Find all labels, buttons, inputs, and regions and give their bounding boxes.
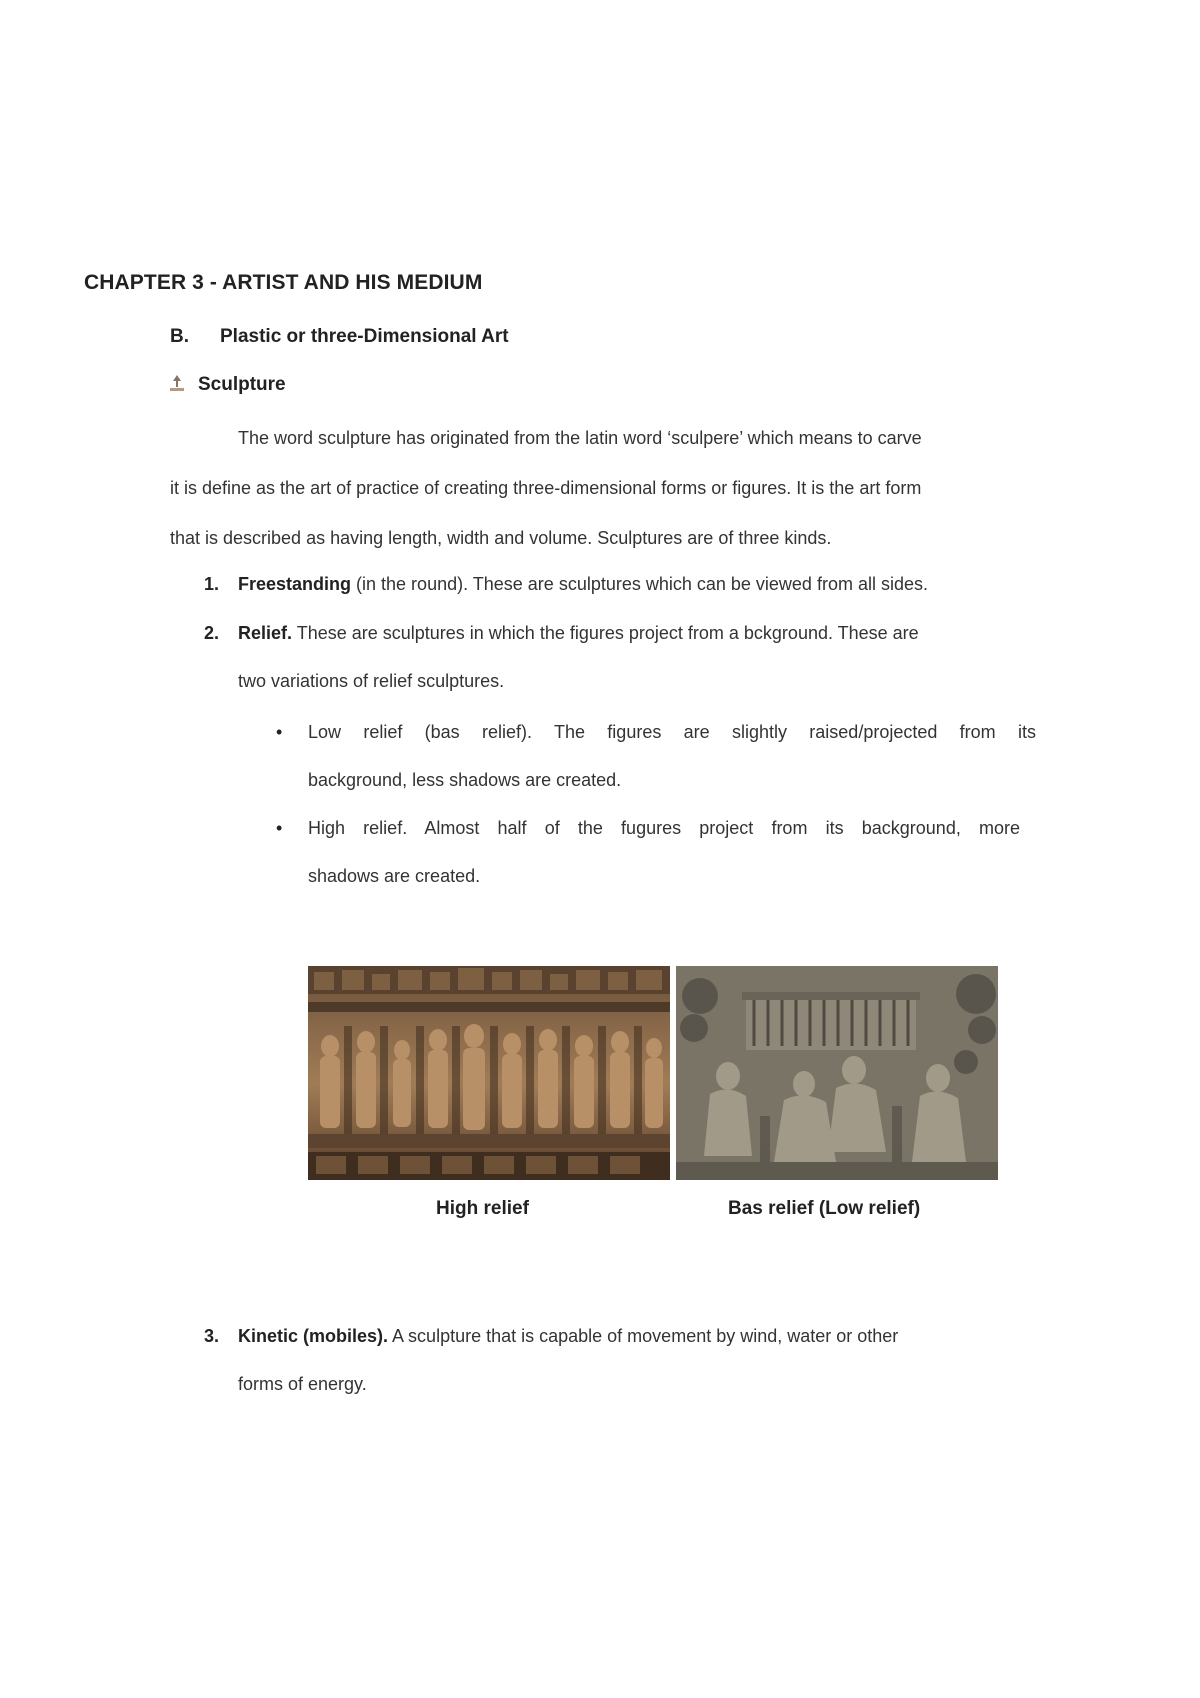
list-item-relief: 2. Relief. These are sculptures in which the figures project from a bckground. These are two variations of relief sculptures. bbox=[204, 609, 919, 705]
chapter-title: CHAPTER 3 - ARTIST AND HIS MEDIUM bbox=[84, 271, 483, 294]
item-term: Freestanding bbox=[238, 574, 352, 594]
topic-title: Sculpture bbox=[198, 374, 286, 395]
bullet-dot-icon: • bbox=[276, 818, 283, 838]
section-heading bbox=[170, 326, 509, 348]
list-item-kinetic: 3. Kinetic (mobiles). A sculpture that is capable of movement by wind, water or other forms of energy. bbox=[204, 1312, 898, 1408]
high-relief-image bbox=[308, 966, 670, 1180]
intro-line-1: The word sculpture has originated from the latin word ‘sculpere’ which means to carve bbox=[238, 428, 922, 448]
intro-line-2: it is define as the art of practice of creating three-dimensional forms or figures. It is the art form bbox=[170, 478, 922, 498]
section-letter: B. bbox=[170, 326, 189, 347]
figure-caption-high-relief: High relief bbox=[436, 1198, 529, 1219]
section-title: Plastic or three-Dimensional Art bbox=[220, 326, 509, 347]
bullet-dot-icon: • bbox=[276, 722, 283, 742]
item-continuation: two variations of relief sculptures. bbox=[238, 671, 505, 691]
list-item-freestanding: 1. Freestanding (in the round). These are sculptures which can be viewed from all sides. bbox=[204, 574, 928, 594]
topic-heading bbox=[168, 374, 286, 396]
bas-relief-image bbox=[676, 966, 998, 1180]
item-term: Kinetic (mobiles). bbox=[238, 1326, 389, 1346]
arrow-bullet-icon bbox=[168, 374, 186, 392]
temple-frieze-illustration bbox=[308, 966, 670, 1180]
stone-carving-illustration bbox=[676, 966, 998, 1180]
item-term: Relief. bbox=[238, 623, 293, 643]
intro-line-3: that is described as having length, width and volume. Sculptures are of three kinds. bbox=[170, 528, 832, 548]
item-continuation: forms of energy. bbox=[238, 1374, 367, 1394]
intro-paragraph bbox=[170, 413, 1040, 563]
figure-caption-bas-relief: Bas relief (Low relief) bbox=[728, 1198, 921, 1219]
